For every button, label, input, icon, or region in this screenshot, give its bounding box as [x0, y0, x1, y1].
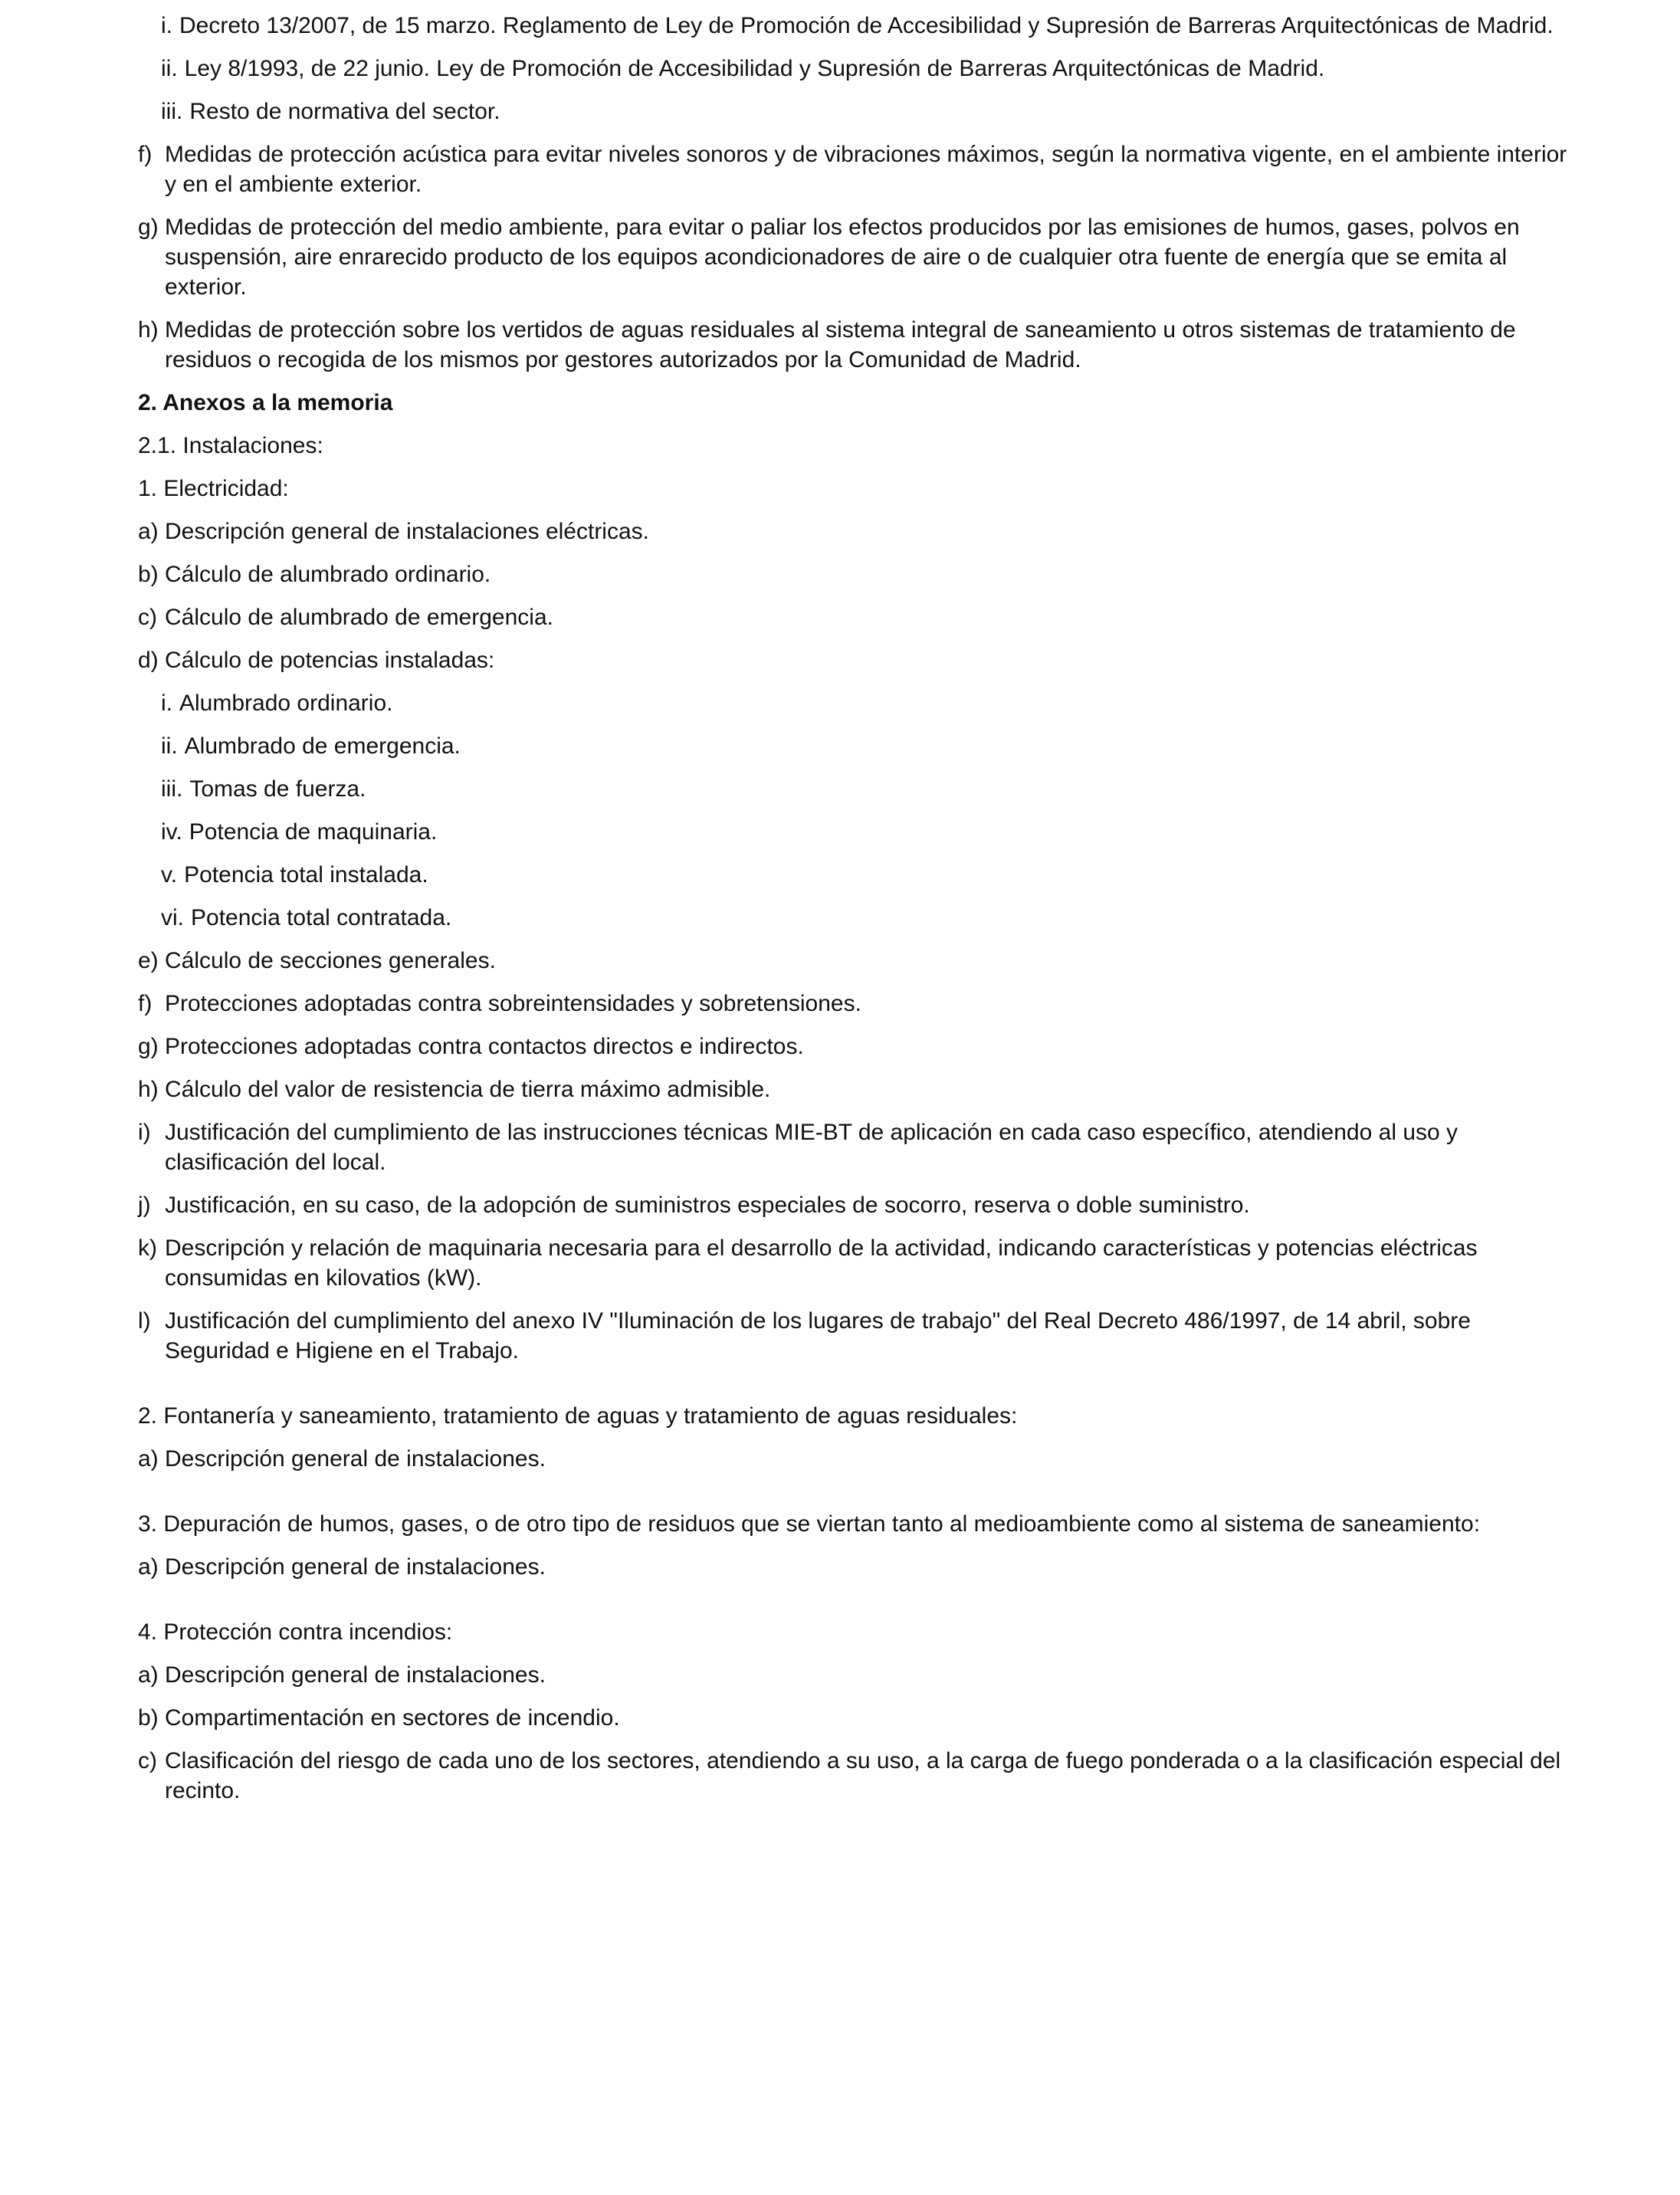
list-item	[138, 645, 1577, 675]
item-marker: g)	[138, 1034, 159, 1059]
item-text: 4. Protección contra incendios:	[138, 1619, 453, 1645]
item-text: Medidas de protección sobre los vertidos de aguas residuales al sistema integral de saneamiento u otros sistemas de tratamiento de residuos o recogida de los mismos por gestores autorizados por la Comunidad de Madrid.	[165, 317, 1516, 372]
item-marker: c)	[138, 1748, 157, 1773]
item-marker: e)	[138, 948, 159, 973]
paragraph	[111, 431, 1577, 461]
list-item	[161, 688, 1577, 718]
item-marker: b)	[138, 1705, 159, 1731]
item-text: Descripción y relación de maquinaria necesaria para el desarrollo de la actividad, indicando características y potencias eléctricas consumidas en kilovatios (kW).	[165, 1235, 1478, 1291]
item-text: Tomas de fuerza.	[189, 776, 366, 802]
list-item	[161, 731, 1577, 761]
item-text: Cálculo de alumbrado ordinario.	[165, 562, 491, 587]
item-text: Medidas de protección del medio ambiente, para evitar o paliar los efectos producidos por las emisiones de humos, gases, polvos en suspensión, aire enrarecido producto de los equipos acondicionadores de aire o de cualquier otra fuente de energía que se emita al exterior.	[165, 215, 1520, 300]
list-item	[138, 1660, 1577, 1690]
list-item	[138, 1552, 1577, 1582]
item-text: Compartimentación en sectores de incendio.	[165, 1705, 620, 1731]
item-marker: h)	[138, 1077, 159, 1102]
item-marker: d)	[138, 648, 159, 673]
item-text: Cálculo de secciones generales.	[165, 948, 496, 973]
item-marker: vi.	[161, 905, 184, 930]
list-item	[161, 903, 1577, 933]
list-item	[138, 212, 1577, 302]
list-item	[138, 1306, 1577, 1366]
item-text: Protecciones adoptadas contra sobreintensidades y sobretensiones.	[165, 991, 861, 1016]
item-text: Alumbrado de emergencia.	[184, 733, 461, 759]
item-text: Potencia de maquinaria.	[189, 819, 438, 845]
item-text: 2.1. Instalaciones:	[138, 433, 323, 458]
paragraph	[111, 1509, 1577, 1539]
item-text: 1. Electricidad:	[138, 476, 289, 501]
item-marker: g)	[138, 215, 159, 240]
item-marker: iii.	[161, 776, 183, 802]
list-item	[138, 946, 1577, 976]
item-text: Descripción general de instalaciones.	[165, 1662, 546, 1688]
item-text: Clasificación del riesgo de cada uno de los sectores, atendiendo a su uso, a la carga de fuego ponderada o a la clasificación especial del recinto.	[165, 1748, 1561, 1803]
item-text: Descripción general de instalaciones.	[165, 1446, 546, 1472]
list-item	[161, 774, 1577, 804]
item-marker: a)	[138, 1662, 159, 1688]
list-item	[138, 517, 1577, 546]
list-item	[138, 1233, 1577, 1293]
item-marker: l)	[138, 1308, 151, 1334]
paragraph	[111, 1401, 1577, 1431]
item-text: Descripción general de instalaciones eléctricas.	[165, 519, 649, 544]
item-text: Justificación del cumplimiento del anexo IV "Iluminación de los lugares de trabajo" del Real Decreto 486/1997, de 14 abril, sobre Seguridad e Higiene en el Trabajo.	[165, 1308, 1471, 1363]
list-item	[161, 97, 1577, 126]
item-marker: j)	[138, 1193, 151, 1218]
item-text: Justificación, en su caso, de la adopción de suministros especiales de socorro, reserva o doble suministro.	[165, 1193, 1250, 1218]
list-item	[138, 559, 1577, 589]
item-text: Protecciones adoptadas contra contactos directos e indirectos.	[165, 1034, 804, 1059]
list-item	[138, 1190, 1577, 1220]
item-text: Alumbrado ordinario.	[179, 691, 393, 716]
item-text: Potencia total contratada.	[191, 905, 452, 930]
item-marker: ii.	[161, 56, 178, 81]
item-marker: c)	[138, 605, 157, 630]
item-marker: iii.	[161, 99, 183, 124]
list-item	[138, 1117, 1577, 1177]
list-item	[138, 989, 1577, 1019]
item-text: Descripción general de instalaciones.	[165, 1554, 546, 1580]
item-text: Justificación del cumplimiento de las instrucciones técnicas MIE-BT de aplicación en cada caso específico, atendiendo al uso y clasificación del local.	[165, 1120, 1459, 1175]
item-text: Resto de normativa del sector.	[189, 99, 500, 124]
item-marker: v.	[161, 862, 178, 888]
item-marker: k)	[138, 1235, 157, 1261]
item-text: 3. Depuración de humos, gases, o de otro tipo de residuos que se viertan tanto al medioambiente como al sistema de saneamiento:	[138, 1511, 1481, 1537]
item-marker: ii.	[161, 733, 178, 759]
list-item	[161, 54, 1577, 84]
item-text: Cálculo del valor de resistencia de tierra máximo admisible.	[165, 1077, 771, 1102]
item-text: Decreto 13/2007, de 15 marzo. Reglamento de Ley de Promoción de Accesibilidad y Supresión de Barreras Arquitectónicas de Madrid.	[179, 13, 1554, 38]
item-marker: h)	[138, 317, 159, 343]
list-item	[138, 315, 1577, 375]
item-text: Potencia total instalada.	[184, 862, 428, 888]
item-marker: i.	[161, 691, 172, 716]
item-marker: f)	[138, 991, 153, 1016]
list-item	[138, 1075, 1577, 1104]
item-text: Medidas de protección acústica para evitar niveles sonoros y de vibraciones máximos, según la normativa vigente, en el ambiente interior y en el ambiente exterior.	[165, 142, 1567, 197]
item-text: Cálculo de potencias instaladas:	[165, 648, 495, 673]
item-marker: iv.	[161, 819, 182, 845]
list-item	[161, 11, 1577, 41]
list-item	[161, 860, 1577, 890]
item-marker: i)	[138, 1120, 151, 1145]
list-item	[138, 139, 1577, 199]
heading-text: 2. Anexos a la memoria	[138, 390, 393, 415]
document-body	[111, 11, 1577, 1806]
item-marker: a)	[138, 1446, 159, 1472]
list-item	[138, 602, 1577, 632]
item-text: Ley 8/1993, de 22 junio. Ley de Promoción de Accesibilidad y Supresión de Barreras Arquitectónicas de Madrid.	[184, 56, 1325, 81]
paragraph	[111, 474, 1577, 504]
item-marker: a)	[138, 1554, 159, 1580]
list-item	[138, 1703, 1577, 1733]
item-text: Cálculo de alumbrado de emergencia.	[165, 605, 553, 630]
item-marker: a)	[138, 519, 159, 544]
item-text: 2. Fontanería y saneamiento, tratamiento de aguas y tratamiento de aguas residuales:	[138, 1403, 1018, 1429]
list-item	[138, 1444, 1577, 1474]
list-item	[138, 1746, 1577, 1806]
list-item	[138, 1032, 1577, 1061]
section-heading	[111, 388, 1577, 418]
item-marker: i.	[161, 13, 172, 38]
paragraph	[111, 1617, 1577, 1647]
list-item	[161, 817, 1577, 847]
item-marker: f)	[138, 142, 153, 167]
item-marker: b)	[138, 562, 159, 587]
